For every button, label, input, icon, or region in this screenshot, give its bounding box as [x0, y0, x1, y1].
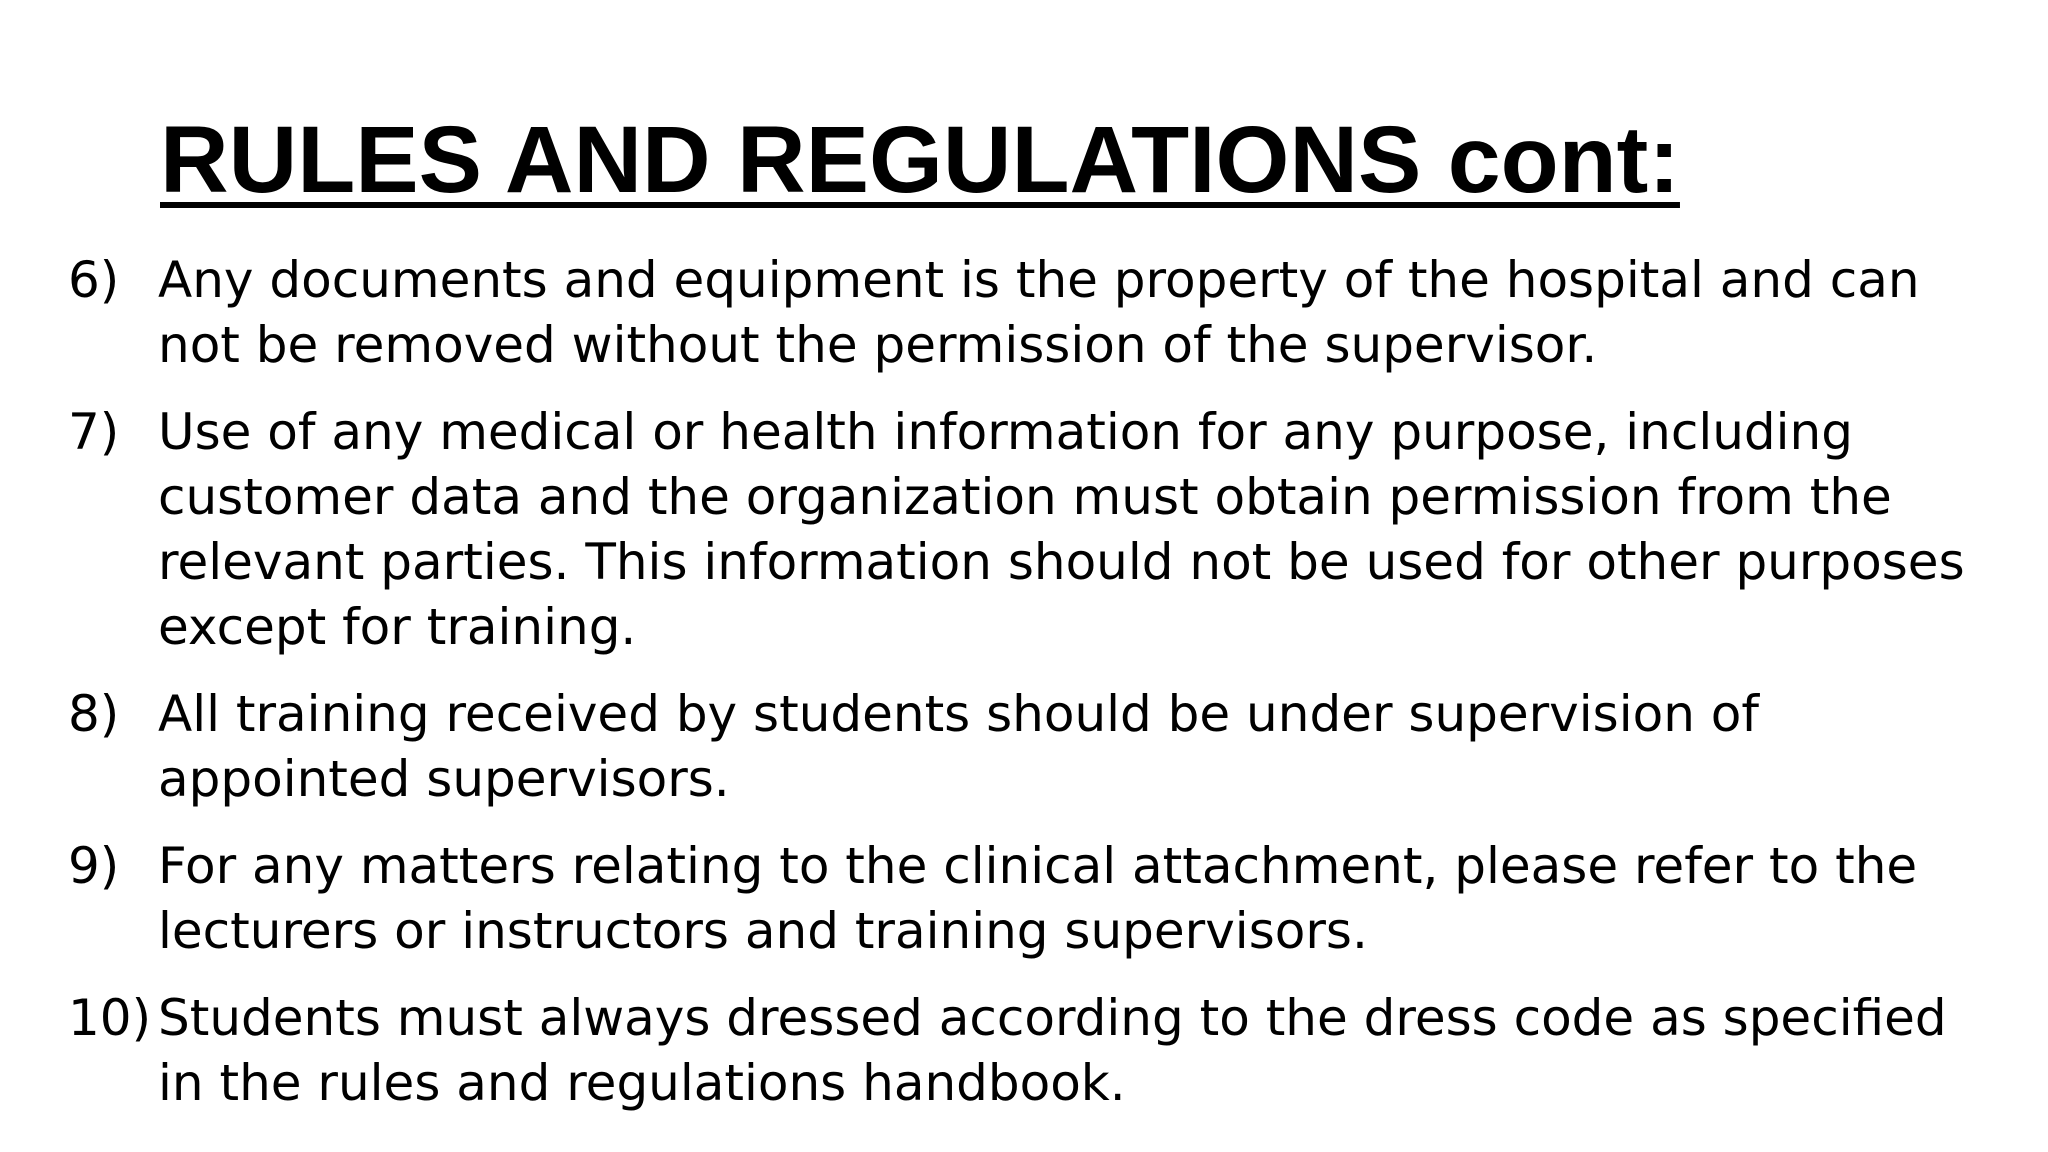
rule-item-10 [68, 986, 1988, 1116]
rule-number: 7) [68, 403, 120, 461]
rules-list [68, 248, 1988, 1138]
rule-text: For any matters relating to the clinical attachment, please refer to the lecturers or instructors and training supervisors. [158, 837, 1918, 960]
rule-number: 6) [68, 251, 120, 309]
rule-text: Any documents and equipment is the property of the hospital and can not be removed without the permission of the supervisor. [158, 251, 1920, 374]
rule-number: 10) [68, 989, 152, 1047]
rule-text: Use of any medical or health information for any purpose, including customer data and the organization must obtain permission from the relevant parties. This information should not be used for other purposes except for training. [158, 403, 1965, 656]
rule-text: Students must always dressed according to the dress code as specified in the rules and regulations handbook. [158, 989, 1947, 1112]
rule-item-8 [68, 682, 1988, 812]
rule-text: All training received by students should be under supervision of appointed supervisors. [158, 685, 1759, 808]
rule-item-7 [68, 400, 1988, 660]
rule-number: 9) [68, 837, 120, 895]
rule-number: 8) [68, 685, 120, 743]
rule-item-9 [68, 834, 1988, 964]
slide-title: RULES AND REGULATIONS cont: [160, 107, 1680, 213]
rule-item-6 [68, 248, 1988, 378]
